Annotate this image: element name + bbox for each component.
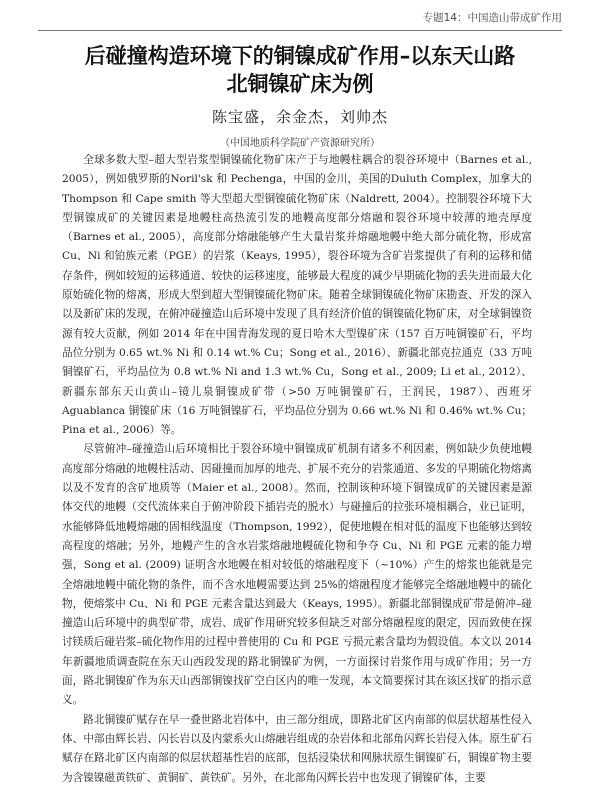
paragraph-1: 全球多数大型–超大型岩浆型铜镍硫化物矿床产于与地幔柱耦合的裂谷环境中（Barnes et al., 2005），例如俄罗斯的Noril'sk 和 Pechenga，中国的金川，美国的Duluth Complex，加拿大的Thompson 和 Cape smith 等大型超大型铜镍硫化物矿床（Naldrett, 2004）。控制裂谷环境下大型铜镍成矿的关键因素是地幔柱高热流引发的地幔高度部分熔融和裂谷环境中较薄的地壳厚度（Barnes et al., 2005），高度部分熔融能够产生大量岩浆并熔融地幔中绝大部分硫化物，形成富 Cu、Ni 和铂族元素（PGE）的岩浆（Keays, 1995），裂谷环境为含矿岩浆提供了有利的运移和储存条件，例如较短的运移通道、较快的运移速度，能够最大程度的减少早期硫化物的丢失进而最大化原始硫化物的熔离，形成大型到超大型铜镍硫化物矿床。随着全球铜镍硫化物矿床勘查、开发的深入以及新矿床的发现，在俯冲碰撞造山后环境中发现了具有经济价值的铜镍硫化物矿床，对全球铜镍资源有较大贡献，例如 2014 年在中国青海发现的夏日哈木大型镍矿床（157 百万吨铜镍矿石，平均品位分别为 0.65 wt.% Ni 和 0.14 wt.% Cu；Song et al., 2016）、新疆北部克拉通克（33 万吨铜镍矿石，平均品位为 0.8 wt.% Ni and 1.3 wt.% Cu，Song et al., 2009; Li et al., 2012）、新疆东部东天山黄山–镜儿泉铜镍成矿带（>50 万吨铜镍矿石，王润民，1987）、西班牙 Aguablanca 铜镍矿床（16 万吨铜镍矿石，平均品位分别为 0.66 wt.% Ni 和 0.46% wt.% Cu；Pina et al., 2006）等。 — [62, 154, 532, 437]
running-head: 专题14：中国造山带成矿作用 — [422, 12, 562, 24]
affiliation: （中国地质科学院矿产资源研究所） — [220, 138, 380, 149]
paragraph-2: 尽管俯冲–碰撞造山后环境相比于裂谷环境中铜镍成矿机制有诸多不利因素，例如缺少负使地幔高度部分熔融的地幔柱活动、因碰撞而加厚的地壳、扩展不充分的岩浆通道、多发的早期硫化物熔离以及不发育的含矿地质等（Maier et al., 2008）。然而，控制该种环境下铜镍成矿的关键因素是源体交代的地幔（交代流体来自于俯冲阶段下插岩壳的脱水）与碰撞后的拉张环境相耦合，业已证明，水能够降低地幔熔融的固相线温度（Thompson, 1992），促使地幔在相对低的温度下也能够达到较高程度的熔融；另外，地幔产生的含水岩浆熔融地幔硫化物和争夺 Cu、Ni 和 PGE 元素的能力增强，Song et al. (2009) 证明含水地幔在相对较低的熔融程度下（~10%）产生的熔浆也能就是完全熔融地幔中硫化物的条件，而不含水地幔需要达到 25%的熔融程度才能够完全熔融地幔中的硫化物，使熔浆中 Cu、Ni 和 PGE 元素含量达到最大（Keays, 1995）。新疆北部铜镍成矿带是俯冲–碰撞造山后环境中的典型矿带，成岩、成矿作用研究较多但缺乏对部分熔融程度的限定，因而致使在探讨镁质后碰岩浆–硫化物作用的过程中普使用的 Cu 和 PGE 亏损元素含量均为假设值。本文以 2014 年新疆地质调查院在东天山西段发现的路北铜镍矿为例，一方面探讨岩浆作用与成矿作用；另一方面，路北铜镍矿作为东天山西部铜镍找矿空白区内的唯一发现，本文简要探讨其在该区找矿的指示意义。 — [62, 443, 532, 707]
author-list: 陈宝盛，余金杰，刘帅杰 — [211, 108, 388, 126]
paper-title-line1: 后碰撞构造环境下的铜镍成矿作用–以东天山路 — [84, 44, 516, 68]
header-rule — [38, 30, 562, 31]
paper-title-line2: 北铜镍矿床为例 — [226, 72, 374, 96]
paragraph-3: 路北铜镍矿赋存在早一叠世路北岩体中，由三部分组成，即路北矿区内南部的似层状超基性侵入体、中部由辉长岩、闪长岩以及内蒙系火山熔融岩组成的杂岩体和北部角闪辉长岩侵入体。原生矿石赋存在路北矿区内南部的似层状超基性岩的底部，包括浸染状和网脉状原生铜镍矿石，铜镍矿物主要为含镍镍磁黄铁矿、黄铜矿、黄铁矿。另外，在北部角闪辉长岩中也发现了铜镍矿体，主要 — [62, 713, 532, 784]
body-text — [62, 151, 532, 788]
